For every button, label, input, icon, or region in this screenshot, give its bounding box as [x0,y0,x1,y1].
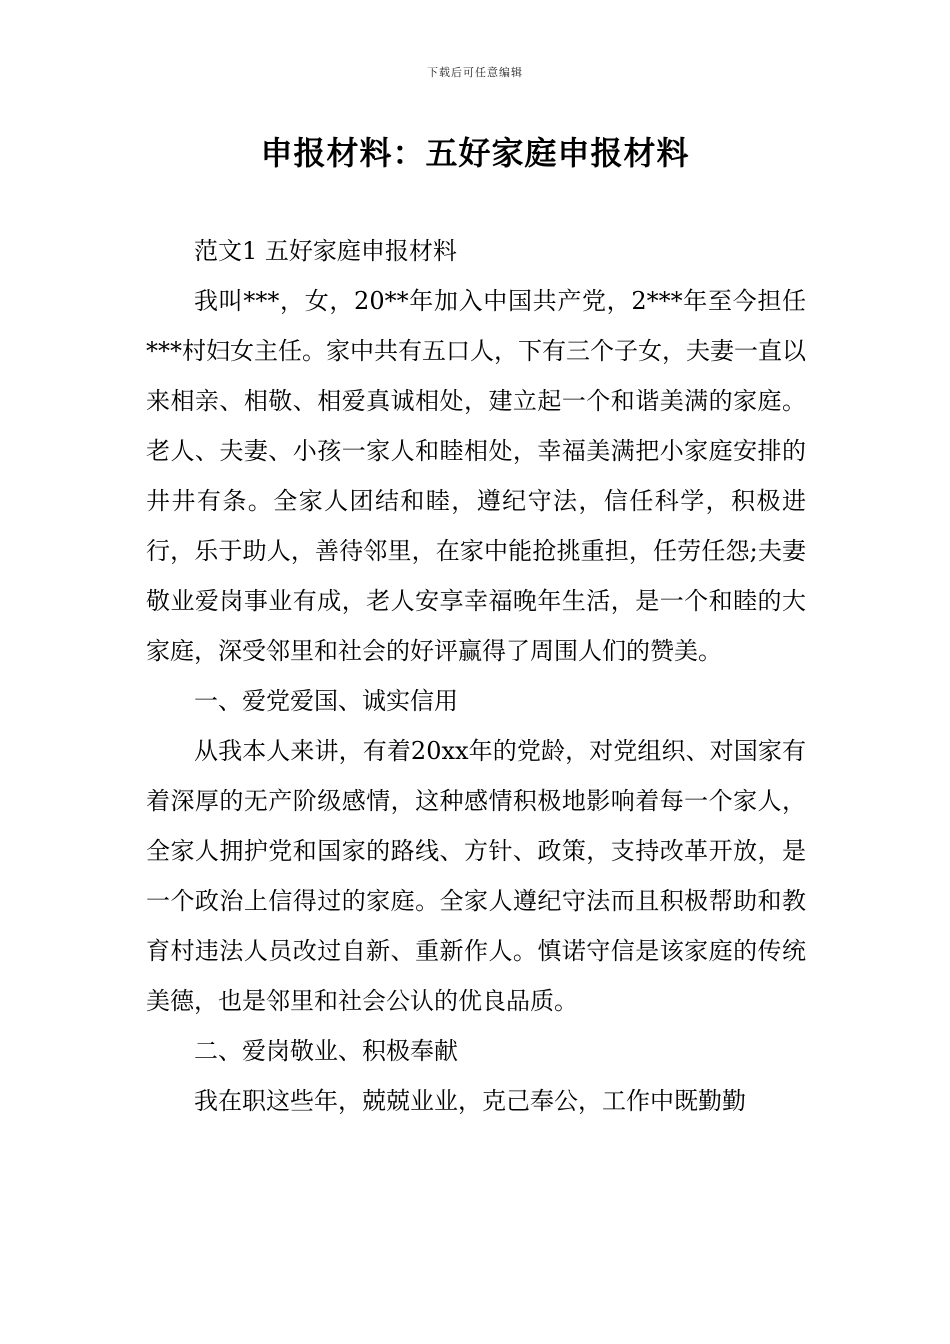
body-paragraph-intro: 我叫***，女，20**年加入中国共产党，2***年至今担任***村妇女主任。家中共有五口人，下有三个子女，夫妻一直以来相亲、相敬、相爱真诚相处，建立起一个和谐美满的家庭。老人、夫妻、小孩一家人和睦相处，幸福美满把小家庭安排的井井有条。全家人团结和睦，遵纪守法，信任科学，积极进行，乐于助人，善待邻里，在家中能抢挑重担，任劳任怨;夫妻敬业爱岗事业有成，老人安享幸福晚年生活，是一个和睦的大家庭，深受邻里和社会的好评赢得了周围人们的赞美。 [146,287,806,665]
body-paragraph-1: 从我本人来讲，有着20xx年的党龄，对党组织、对国家有着深厚的无产阶级感情，这种感情积极地影响着每一个家人，全家人拥护党和国家的路线、方针、政策，支持改革开放，是一个政治上信得过的家庭。全家人遵纪守法而且积极帮助和教育村违法人员改过自新、重新作人。慎诺守信是该家庭的传统美德，也是邻里和社会公认的优良品质。 [146,737,806,1015]
section-heading-2: 二、爱岗敬业、积极奉献 [194,1037,458,1065]
page-header-note: 下载后可任意编辑 [427,66,523,79]
section-heading-sample: 范文1 五好家庭申报材料 [194,237,457,265]
document-title: 申报材料：五好家庭申报材料 [260,134,690,172]
section-heading-1: 一、爱党爱国、诚实信用 [194,687,458,715]
document-body [146,226,806,1126]
body-paragraph-2: 我在职这些年，兢兢业业，克己奉公，工作中既勤勤 [194,1087,746,1115]
